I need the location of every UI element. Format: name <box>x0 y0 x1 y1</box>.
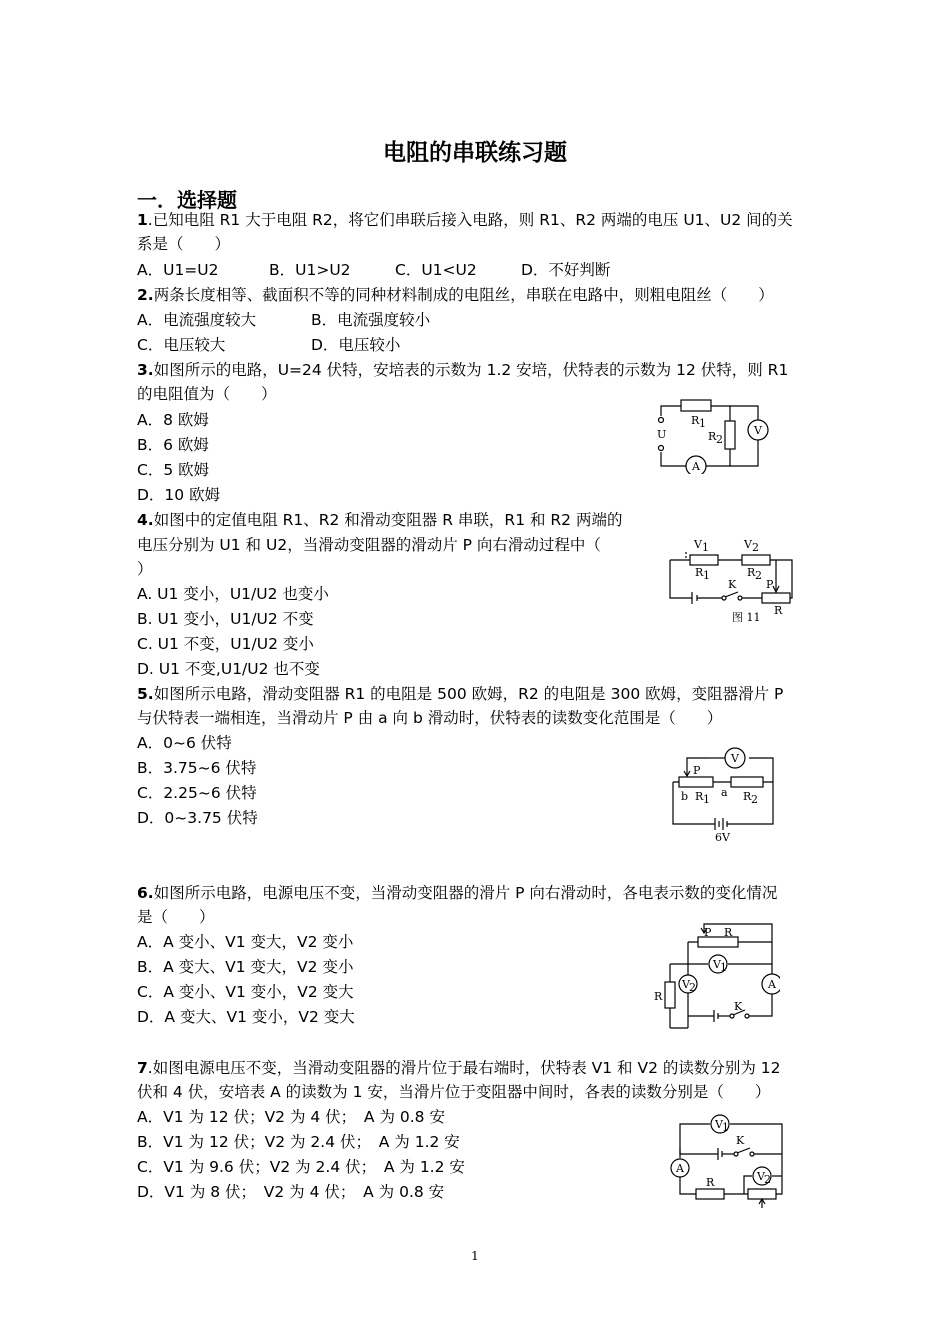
question-7-line-1 <box>137 1056 781 1080</box>
question-1-text-2: 系是（ ） <box>137 235 231 253</box>
question-3-number: 3. <box>137 361 154 379</box>
question-1-option-a: A．U1=U2 <box>137 261 219 279</box>
question-5-circuit-diagram <box>665 744 780 844</box>
q3-fig-v-label: V <box>754 424 762 437</box>
section-heading: 一．选择题 <box>137 188 237 212</box>
question-5-option-c: C．2.25~6 伏特 <box>137 784 257 802</box>
question-4-number: 4. <box>137 511 154 529</box>
q5-fig-b-label: b <box>681 790 689 803</box>
question-4-option-c: C. U1 不变，U1/U2 变小 <box>137 635 314 653</box>
q4-fig-v2-label: V <box>744 538 752 551</box>
question-6-circuit-diagram <box>650 920 780 1030</box>
question-2-line-1 <box>137 283 774 307</box>
q6-fig-r-top-label: R <box>724 926 733 939</box>
question-1-line-1 <box>137 208 793 232</box>
q3-fig-u-label: U <box>657 428 667 441</box>
q5-fig-voltage-label: 6V <box>715 831 730 844</box>
question-4-text-3: ） <box>137 560 153 578</box>
q5-fig-r2-label: R <box>743 790 752 803</box>
question-1-option-d: D．不好判断 <box>521 261 611 279</box>
q6-fig-v1-label: V <box>713 958 721 971</box>
question-3-circuit-diagram <box>655 394 780 474</box>
question-1-option-c: C．U1<U2 <box>395 261 477 279</box>
question-4-option-a: A. U1 变小，U1/U2 也变小 <box>137 585 329 603</box>
question-7-option-b: B．V1 为 12 伏；V2 为 2.4 伏； A 为 1.2 安 <box>137 1133 460 1151</box>
question-6-option-d: D．A 变大、V1 变小，V2 变大 <box>137 1008 355 1026</box>
q7-fig-v1-label: V <box>715 1118 723 1131</box>
q6-fig-k-label: K <box>734 1000 743 1013</box>
question-1-option-b: B．U1>U2 <box>269 261 351 279</box>
q6-fig-v1-sub: 1 <box>720 961 727 974</box>
q7-fig-k-label: K <box>736 1134 745 1147</box>
question-5-option-b: B．3.75~6 伏特 <box>137 759 257 777</box>
q5-fig-r1-sub: 1 <box>703 793 710 806</box>
q5-fig-r1-label: R <box>695 790 704 803</box>
question-2-option-c: C．电压较大 <box>137 336 226 354</box>
q4-fig-r2-label: R <box>747 566 756 579</box>
q7-fig-v2-label: V <box>757 1170 765 1183</box>
q3-fig-r2-sub: 2 <box>716 433 723 446</box>
question-6-option-a: A．A 变小、V1 变大，V2 变小 <box>137 933 354 951</box>
question-5-line-1 <box>137 682 783 706</box>
question-6-number: 6. <box>137 884 154 902</box>
question-2-options-row-1 <box>137 308 430 332</box>
question-7-option-d: D．V1 为 8 伏； V2 为 4 伏； A 为 0.8 安 <box>137 1183 445 1201</box>
q3-fig-r2-label: R <box>708 430 717 443</box>
q7-fig-r-label: R <box>706 1176 715 1189</box>
q4-fig-p-label: P <box>766 578 774 591</box>
question-1-number: 1 <box>137 211 148 229</box>
question-6-line-1 <box>137 881 777 905</box>
question-7-number: 7 <box>137 1059 148 1077</box>
question-7-text-2: 伏和 4 伏，安培表 A 的读数为 1 安，当滑片位于变阻器中间时，各表的读数分别是（ ） <box>137 1083 771 1101</box>
q4-fig-r2-sub: 2 <box>755 569 762 582</box>
q6-fig-v2-sub: 2 <box>689 981 696 994</box>
question-3-text: 如图所示的电路，U=24 伏特，安培表的示数为 1.2 安培，伏特表的示数为 12 伏特，则 R1 <box>153 361 789 379</box>
question-7-option-a: A．V1 为 12 伏；V2 为 4 伏； A 为 0.8 安 <box>137 1108 445 1126</box>
question-6-text-2: 是（ ） <box>137 908 215 926</box>
q5-fig-p-label: P <box>693 764 701 777</box>
question-6-option-c: C．A 变小、V1 变小，V2 变大 <box>137 983 354 1001</box>
question-5-text-2: 与伏特表一端相连，当滑动片 P 由 a 向 b 滑动时，伏特表的读数变化范围是（ ） <box>137 709 723 727</box>
q6-fig-a-label: A <box>768 978 776 991</box>
question-2-text: 两条长度相等、截面积不等的同种材料制成的电阻丝，串联在电路中，则粗电阻丝（ ） <box>153 286 774 304</box>
question-6-text: 如图所示电路，电源电压不变，当滑动变阻器的滑片 P 向右滑动时，各电表示数的变化情况 <box>153 884 778 902</box>
question-2-option-b: B．电流强度较小 <box>311 311 431 329</box>
q6-fig-v2-label: V <box>682 978 690 991</box>
q3-fig-r1-label: R <box>691 414 700 427</box>
question-5-number: 5. <box>137 685 154 703</box>
q4-fig-r1-sub: 1 <box>703 569 710 582</box>
question-3-option-d: D．10 欧姆 <box>137 486 221 504</box>
question-2-number: 2. <box>137 286 154 304</box>
question-3-option-a: A．8 欧姆 <box>137 411 209 429</box>
question-3-text-2: 的电阻值为（ ） <box>137 385 277 403</box>
q4-fig-v1-sub: 1 <box>702 541 709 554</box>
question-7-text: .如图电源电压不变，当滑动变阻器的滑片位于最右端时，伏特表 V1 和 V2 的读数分别为 12 <box>147 1059 781 1077</box>
question-5-text: 如图所示电路，滑动变阻器 R1 的电阻是 500 欧姆，R2 的电阻是 300 欧姆，变阻器滑片 P <box>153 685 784 703</box>
q6-fig-p-label: P <box>704 926 712 939</box>
question-4-text: 如图中的定值电阻 R1、R2 和滑动变阻器 R 串联，R1 和 R2 两端的 <box>153 511 623 529</box>
question-3-option-b: B．6 欧姆 <box>137 436 209 454</box>
question-2-option-a: A．电流强度较大 <box>137 311 257 329</box>
q5-fig-v-label: V <box>731 752 739 765</box>
q5-fig-a-label: a <box>721 786 728 799</box>
q7-fig-v2-sub: 2 <box>764 1173 771 1186</box>
q3-fig-a-label: A <box>692 460 700 473</box>
question-2-option-d: D．电压较小 <box>311 336 401 354</box>
q3-fig-r1-sub: 1 <box>699 417 706 430</box>
question-3-option-c: C．5 欧姆 <box>137 461 210 479</box>
q4-fig-v2-sub: 2 <box>752 541 759 554</box>
q4-fig-r1-label: R <box>695 566 704 579</box>
question-4-text-2: 电压分别为 U1 和 U2，当滑动变阻器的滑动片 P 向右滑动过程中（ <box>137 536 601 554</box>
q7-fig-v1-sub: 1 <box>722 1121 729 1134</box>
question-5-option-a: A．0~6 伏特 <box>137 734 232 752</box>
question-2-options-row-2 <box>137 333 400 357</box>
q4-fig-caption: 图 11 <box>732 611 761 622</box>
q4-fig-v1-label: V <box>694 538 702 551</box>
q6-fig-r-left-label: R <box>654 990 663 1003</box>
question-3-line-1 <box>137 358 788 382</box>
question-7-option-c: C．V1 为 9.6 伏；V2 为 2.4 伏； A 为 1.2 安 <box>137 1158 465 1176</box>
q4-fig-k-label: K <box>728 578 737 591</box>
question-7-circuit-diagram <box>662 1108 792 1210</box>
q4-fig-r-label: R <box>774 604 783 617</box>
question-4-circuit-diagram <box>662 532 802 622</box>
question-4-option-d: D. U1 不变,U1/U2 也不变 <box>137 660 320 678</box>
q7-fig-a-label: A <box>676 1162 684 1175</box>
question-5-option-d: D．0~3.75 伏特 <box>137 809 258 827</box>
question-1-text: .已知电阻 R1 大于电阻 R2，将它们串联后接入电路，则 R1、R2 两端的电压 U1、U2 间的关 <box>147 211 793 229</box>
page-number: 1 <box>471 1249 479 1263</box>
q5-fig-r2-sub: 2 <box>751 793 758 806</box>
page-title: 电阻的串联练习题 <box>383 140 567 166</box>
question-4-line-1 <box>137 508 622 532</box>
question-1-options <box>137 258 610 282</box>
question-4-option-b: B. U1 变小，U1/U2 不变 <box>137 610 314 628</box>
question-6-option-b: B．A 变大、V1 变大，V2 变小 <box>137 958 354 976</box>
